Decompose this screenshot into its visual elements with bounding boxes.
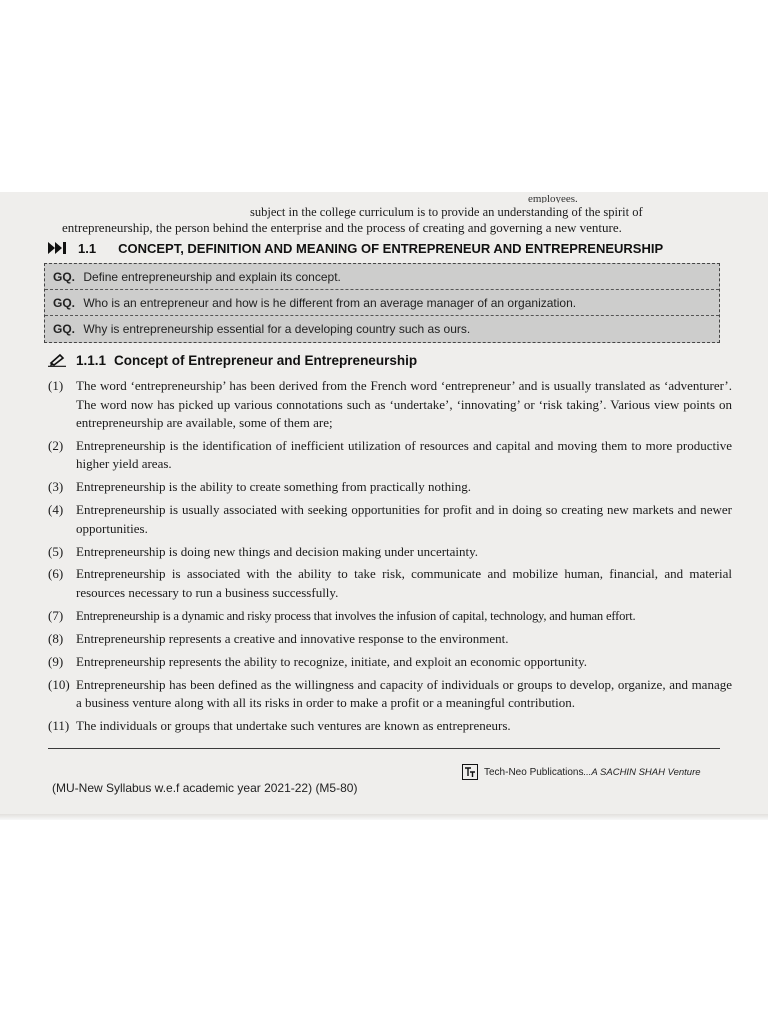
list-item bbox=[48, 437, 732, 474]
question-tag: GQ. bbox=[53, 296, 76, 310]
section-heading bbox=[48, 238, 663, 258]
question-text: Define entrepreneurship and explain its concept. bbox=[83, 270, 341, 284]
question-row bbox=[45, 264, 719, 290]
item-number: (10) bbox=[48, 676, 70, 692]
item-number: (8) bbox=[48, 630, 64, 646]
list-item bbox=[48, 478, 732, 497]
item-text: Entrepreneurship is associated with the ability to take risk, communicate and mobilize human, financial, and material resources necessary to run a business successfully. bbox=[76, 566, 732, 600]
item-number: (1) bbox=[48, 378, 64, 393]
pen-icon bbox=[48, 353, 66, 367]
footer-divider bbox=[48, 748, 720, 749]
intro-fragment: employees. bbox=[528, 194, 578, 203]
fast-forward-icon bbox=[48, 242, 68, 254]
publisher-logo-icon bbox=[462, 764, 478, 780]
item-text: Entrepreneurship has been defined as the willingness and capacity of individuals or groups to develop, organize, and manage a business venture along with all its risks in order to make a profit or a meaningful contribution. bbox=[76, 676, 732, 711]
item-text: The word ‘entrepreneurship’ has been derived from the French word ‘entrepreneur’ and is usually translated as ‘adventurer’. The word now has picked up various connotations such as ‘undertake’, ‘innovating’ or ‘risk taking’. Various view points on entrepreneurship are available, some of them are; bbox=[76, 378, 732, 430]
question-row bbox=[45, 316, 719, 342]
list-item bbox=[48, 653, 732, 672]
list-item bbox=[48, 377, 732, 433]
item-number: (5) bbox=[48, 543, 64, 559]
publisher-name: Tech-Neo Publications bbox=[484, 766, 584, 778]
question-tag: GQ. bbox=[53, 270, 76, 284]
definition-list bbox=[48, 377, 732, 740]
list-item bbox=[48, 543, 732, 562]
list-item bbox=[48, 565, 732, 602]
item-number: (3) bbox=[48, 479, 64, 495]
question-box bbox=[44, 263, 720, 343]
footer-syllabus: (MU-New Syllabus w.e.f academic year 2021-22) (M5-80) bbox=[52, 781, 358, 795]
publisher-venture: ...A SACHIN SHAH Venture bbox=[583, 766, 701, 778]
list-item bbox=[48, 717, 732, 736]
list-item bbox=[48, 630, 732, 649]
footer-publisher bbox=[462, 764, 701, 780]
item-text: The individuals or groups that undertake such ventures are known as entrepreneurs. bbox=[76, 717, 511, 733]
subsection-number: 1.1.1 bbox=[76, 352, 107, 368]
item-number: (6) bbox=[48, 566, 64, 582]
item-text: Entrepreneurship is the ability to create something from practically nothing. bbox=[76, 479, 471, 495]
question-row bbox=[45, 290, 719, 316]
subsection-title: Concept of Entrepreneur and Entrepreneurship bbox=[114, 352, 418, 368]
item-text: Entrepreneurship is usually associated with seeking opportunities for profit and in doing so creating new markets and newer opportunities. bbox=[76, 502, 732, 536]
intro-line: entrepreneurship, the person behind the enterprise and the process of creating and governing a new venture. bbox=[62, 220, 622, 235]
list-item bbox=[48, 607, 732, 626]
list-item bbox=[48, 676, 732, 713]
subsection-heading bbox=[48, 351, 417, 369]
item-text: Entrepreneurship is a dynamic and risky process that involves the infusion of capital, technology, and human effort. bbox=[76, 608, 636, 623]
page-edge-shadow bbox=[0, 814, 768, 820]
question-text: Why is entrepreneurship essential for a developing country such as ours. bbox=[83, 322, 471, 336]
item-text: Entrepreneurship is the identification of inefficient utilization of resources and capital and moving them to more productive higher yield areas. bbox=[76, 437, 732, 472]
item-number: (11) bbox=[48, 717, 70, 733]
question-text: Who is an entrepreneur and how is he different from an average manager of an organization. bbox=[83, 296, 577, 310]
item-text: Entrepreneurship represents the ability to recognize, initiate, and exploit an economic opportunity. bbox=[76, 653, 588, 669]
item-text: Entrepreneurship is doing new things and decision making under uncertainty. bbox=[76, 543, 479, 559]
question-tag: GQ. bbox=[53, 322, 76, 336]
item-text: Entrepreneurship represents a creative and innovative response to the environment. bbox=[76, 630, 509, 646]
section-title: CONCEPT, DEFINITION AND MEANING OF ENTREPRENEUR AND ENTREPRENEURSHIP bbox=[118, 240, 664, 256]
item-number: (7) bbox=[48, 607, 64, 623]
item-number: (9) bbox=[48, 653, 64, 669]
list-item bbox=[48, 501, 732, 538]
item-number: (4) bbox=[48, 502, 64, 518]
item-number: (2) bbox=[48, 437, 64, 453]
section-number: 1.1 bbox=[78, 240, 97, 256]
intro-line: subject in the college curriculum is to provide an understanding of the spirit of bbox=[250, 205, 643, 219]
